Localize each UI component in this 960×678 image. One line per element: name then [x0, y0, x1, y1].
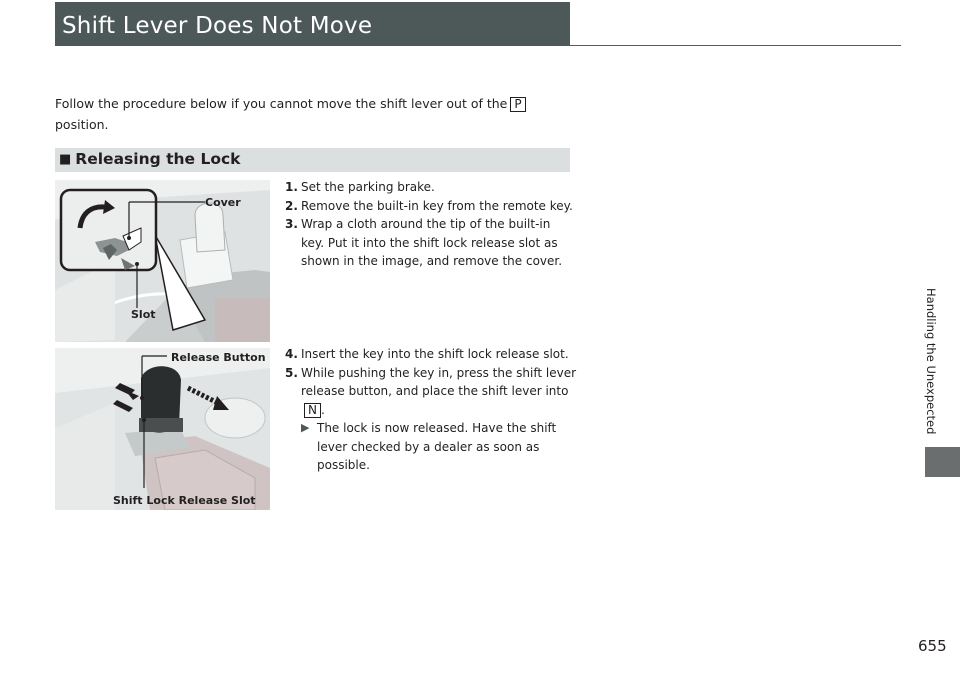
step-item: 5. While pushing the key in, press the shift lever release button, and place the shift lever intoN .	[285, 365, 577, 417]
shift-lock-release-slot-label: Shift Lock Release Slot	[113, 494, 256, 507]
park-key-symbol: P	[510, 97, 525, 112]
step-item: 1. Set the parking brake.	[285, 180, 435, 194]
step-item: 4. Insert the key into the shift lock release slot.	[285, 347, 569, 361]
page-number: 655	[918, 637, 947, 655]
slot-label: Slot	[131, 308, 156, 321]
figure-release-lock	[55, 348, 270, 510]
title-rule	[570, 45, 901, 46]
release-button-label: Release Button	[171, 351, 266, 364]
intro-text-end: position.	[55, 117, 109, 132]
intro-text: Follow the procedure below if you cannot move the shift lever out of the	[55, 96, 508, 111]
step-item: 3. Wrap a cloth around the tip of the built-in key. Put it into the shift lock release slot as shown in the image, and remove the cover.	[285, 217, 563, 268]
step-item: 2. Remove the built-in key from the remote key.	[285, 198, 573, 213]
section-title	[59, 150, 240, 168]
steps-1-to-3	[285, 178, 577, 271]
intro-paragraph	[55, 93, 575, 135]
result-note: ▶ The lock is now released. Have the shift lever checked by a dealer as soon as possible.	[301, 421, 557, 472]
section-marker-icon: ■	[59, 152, 72, 167]
side-tab-label: Handling the Unexpected	[924, 288, 938, 435]
cover-label: Cover	[205, 196, 241, 209]
section-title-text: Releasing the Lock	[75, 150, 241, 168]
steps-4-to-5	[285, 345, 577, 475]
page-title: Shift Lever Does Not Move	[62, 13, 373, 39]
arrow-icon: ▶	[301, 421, 310, 434]
neutral-key-symbol: N	[304, 403, 321, 418]
figure-remove-cover	[55, 180, 270, 342]
side-tab-marker	[925, 447, 960, 477]
